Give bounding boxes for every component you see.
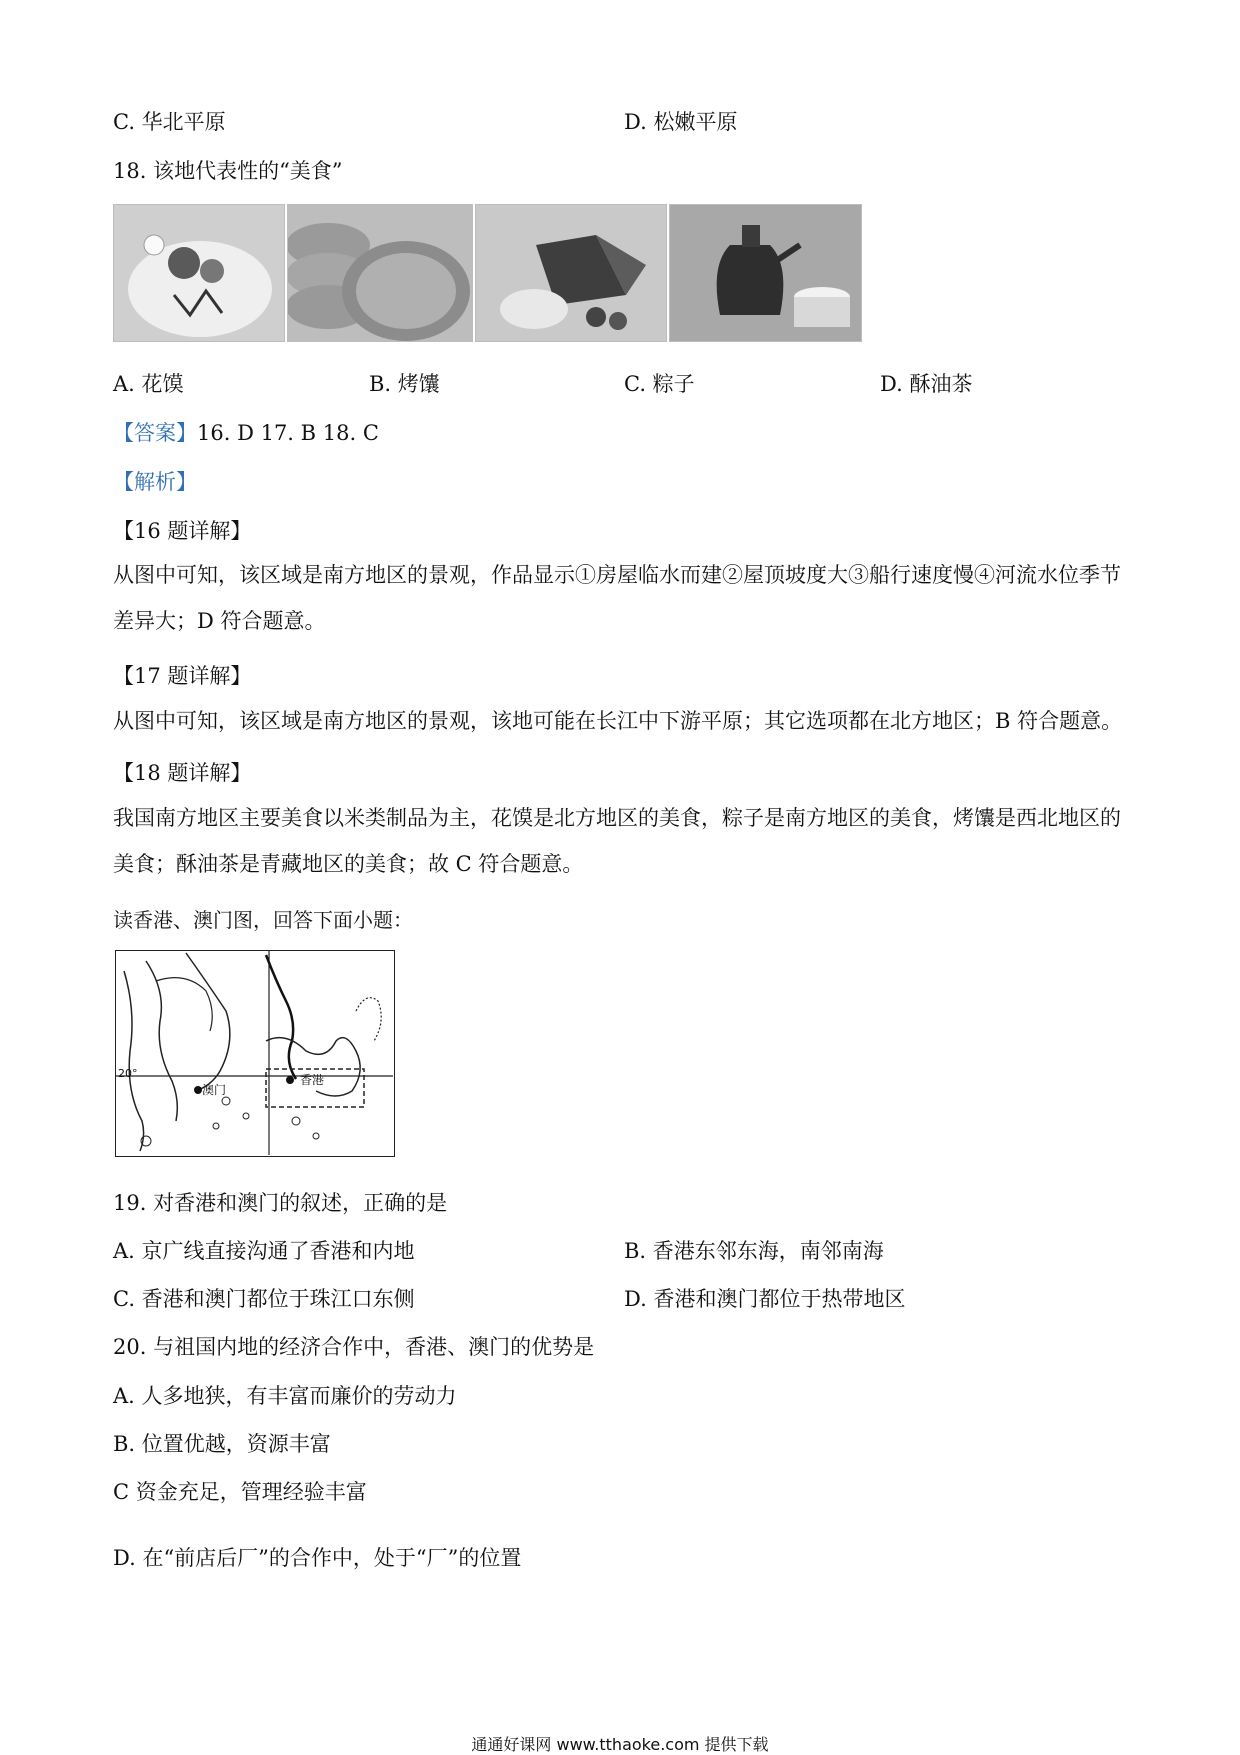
q18-option-b: B. 烤馕 — [369, 372, 440, 396]
q18-option-a: A. 花馍 — [113, 372, 184, 396]
q20-option-d: D. 在“前店后厂”的合作中，处于“厂”的位置 — [113, 1546, 522, 1570]
q19-stem: 19. 对香港和澳门的叙述，正确的是 — [113, 1191, 448, 1215]
q20-stem: 20. 与祖国内地的经济合作中，香港、澳门的优势是 — [113, 1335, 595, 1359]
q18-option-d: D. 酥油茶 — [880, 372, 973, 396]
detail16-text: 从图中可知，该区域是南方地区的景观，作品显示①房屋临水而建②屋顶坡度大③船行速度慢④河流水位季节差异大；D 符合题意。 — [113, 563, 1121, 633]
butter-tea-photo — [669, 204, 862, 342]
q19-option-b: B. 香港东邻东海，南邻南海 — [624, 1239, 884, 1263]
q17-option-d: D. 松嫩平原 — [624, 110, 738, 134]
zongzi-photo — [475, 204, 667, 342]
q20-option-c: C 资金充足，管理经验丰富 — [113, 1480, 367, 1504]
q20-option-a: A. 人多地狭，有丰富而廉价的劳动力 — [113, 1384, 457, 1408]
page-footer: 通通好课网 www.tthaoke.com 提供下载 — [471, 1735, 769, 1754]
macau-dot — [194, 1086, 202, 1094]
hongkong-dot — [286, 1076, 294, 1084]
detail17-heading: 【17 题详解】 — [113, 664, 252, 688]
analysis-label: 【解析】 — [113, 470, 197, 494]
q18-stem: 18. 该地代表性的“美食” — [113, 159, 343, 183]
answer-text: 16. D 17. B 18. C — [197, 421, 379, 445]
flower-bun-photo — [113, 204, 285, 342]
q18-option-c: C. 粽子 — [624, 372, 695, 396]
detail16-heading: 【16 题详解】 — [113, 519, 252, 543]
q19-option-d: D. 香港和澳门都位于热带地区 — [624, 1287, 906, 1311]
map-latitude-label: 20° — [118, 1067, 138, 1080]
detail17-text: 从图中可知，该区域是南方地区的景观，该地可能在长江中下游平原；其它选项都在北方地区；B 符合题意。 — [113, 709, 1123, 733]
q17-option-c: C. 华北平原 — [113, 110, 226, 134]
answer-label: 【答案】 — [113, 421, 197, 445]
hongkong-macau-map — [115, 950, 395, 1157]
q19-option-c: C. 香港和澳门都位于珠江口东侧 — [113, 1287, 415, 1311]
q20-option-b: B. 位置优越，资源丰富 — [113, 1432, 331, 1456]
map-macau-label: 澳门 — [202, 1083, 227, 1097]
map-drawing — [116, 951, 393, 1155]
answer-line — [113, 417, 379, 447]
detail18-heading: 【18 题详解】 — [113, 761, 252, 785]
map-hongkong-label: 香港 — [300, 1073, 325, 1087]
detail18-text: 我国南方地区主要美食以米类制品为主，花馍是北方地区的美食，粽子是南方地区的美食，烤馕是西北地区的美食；酥油茶是青藏地区的美食；故 C 符合题意。 — [113, 806, 1121, 876]
naan-bread-photo — [287, 204, 473, 342]
q19-option-a: A. 京广线直接沟通了香港和内地 — [113, 1239, 415, 1263]
map-intro: 读香港、澳门图，回答下面小题： — [113, 908, 413, 932]
